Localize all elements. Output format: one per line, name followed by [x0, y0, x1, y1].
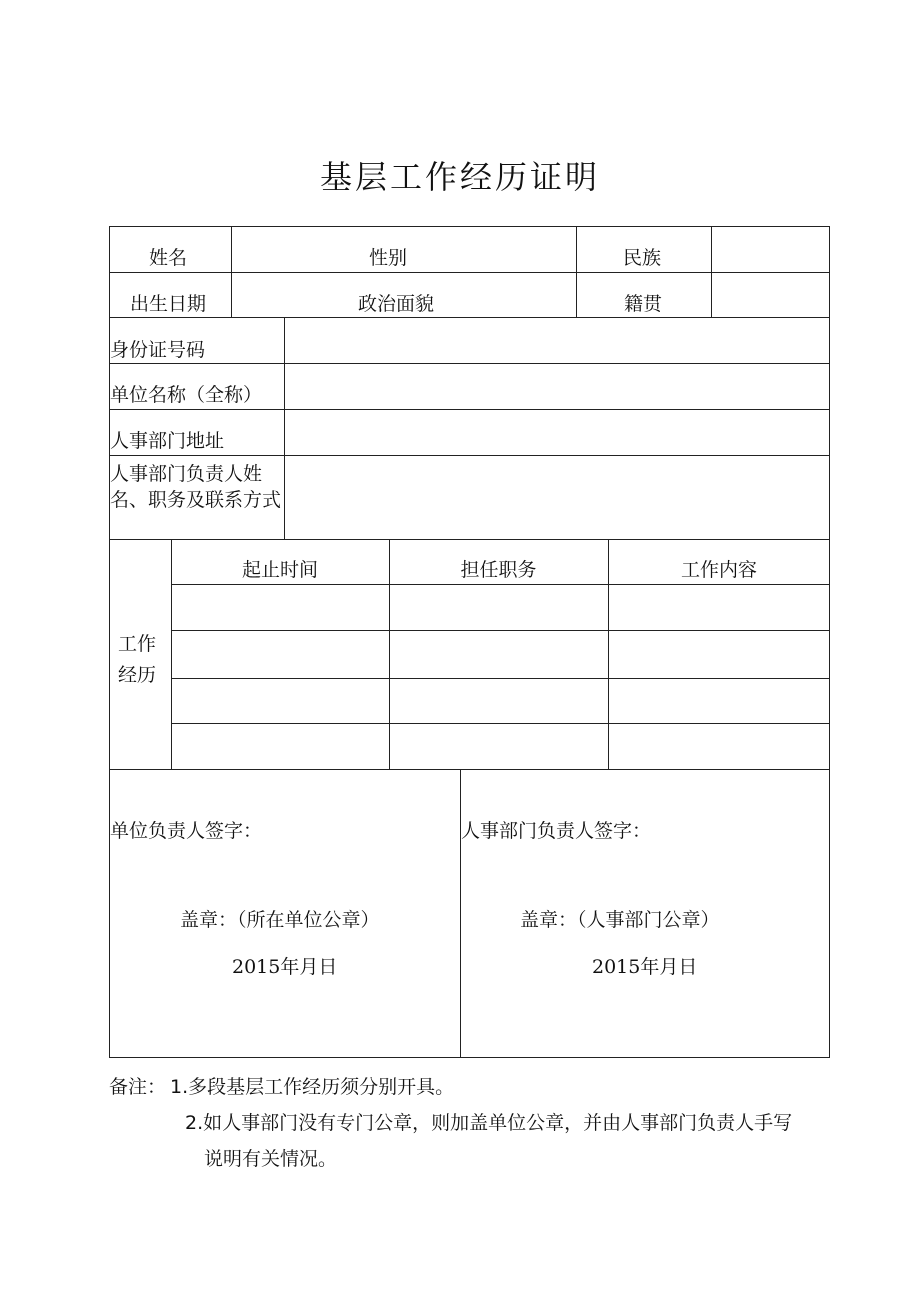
unit-seal-label: 盖章：（所在单位公章） [180, 909, 380, 931]
hr-contact-label: 人事部门负责人姓名、职务及联系方式 [110, 463, 282, 511]
unit-name-label: 单位名称（全称） [110, 384, 263, 406]
row-divider [109, 539, 830, 540]
row-divider [109, 769, 830, 770]
col-divider [711, 226, 712, 317]
id-number-label: 身份证号码 [110, 339, 206, 361]
col-header-content: 工作内容 [680, 559, 757, 581]
col-header-time: 起止时间 [241, 559, 318, 581]
row-divider [109, 363, 830, 364]
hr-leader-signature-label: 人事部门负责人签字： [461, 820, 652, 842]
row-divider [109, 455, 830, 456]
col-header-position: 担任职务 [460, 559, 537, 581]
col-divider [460, 769, 461, 1058]
work-history-label: 工作经历 [118, 633, 157, 686]
unit-leader-signature-label: 单位负责人签字： [110, 820, 263, 842]
form-table [109, 226, 830, 1058]
gender-label: 性别 [369, 247, 408, 269]
col-divider [231, 226, 232, 317]
note-item-2-continued: 说明有关情况。 [204, 1148, 338, 1170]
row-divider [171, 678, 830, 679]
hr-sign-date: 2015年月日 [592, 956, 698, 978]
row-divider [109, 272, 830, 273]
hr-seal-label: 盖章：（人事部门公章） [520, 909, 720, 931]
birth-date-label: 出生日期 [130, 293, 207, 315]
hr-address-label: 人事部门地址 [110, 430, 225, 452]
row-divider [171, 630, 830, 631]
note-item-2: 2.如人事部门没有专门公章，则加盖单位公章，并由人事部门负责人手写 [185, 1112, 793, 1134]
ethnicity-label: 民族 [623, 247, 662, 269]
unit-sign-date: 2015年月日 [232, 956, 338, 978]
col-divider [284, 317, 285, 539]
row-divider [171, 723, 830, 724]
row-divider [171, 584, 830, 585]
political-status-label: 政治面貌 [358, 293, 435, 315]
page-title: 基层工作经历证明 [319, 158, 600, 196]
row-divider [109, 317, 830, 318]
row-divider [109, 409, 830, 410]
col-divider [576, 226, 577, 317]
native-place-label: 籍贯 [624, 293, 663, 315]
note-item-1: 1.多段基层工作经历须分别开具。 [170, 1076, 455, 1098]
name-label: 姓名 [149, 247, 188, 269]
notes-prefix: 备注： [109, 1076, 167, 1098]
